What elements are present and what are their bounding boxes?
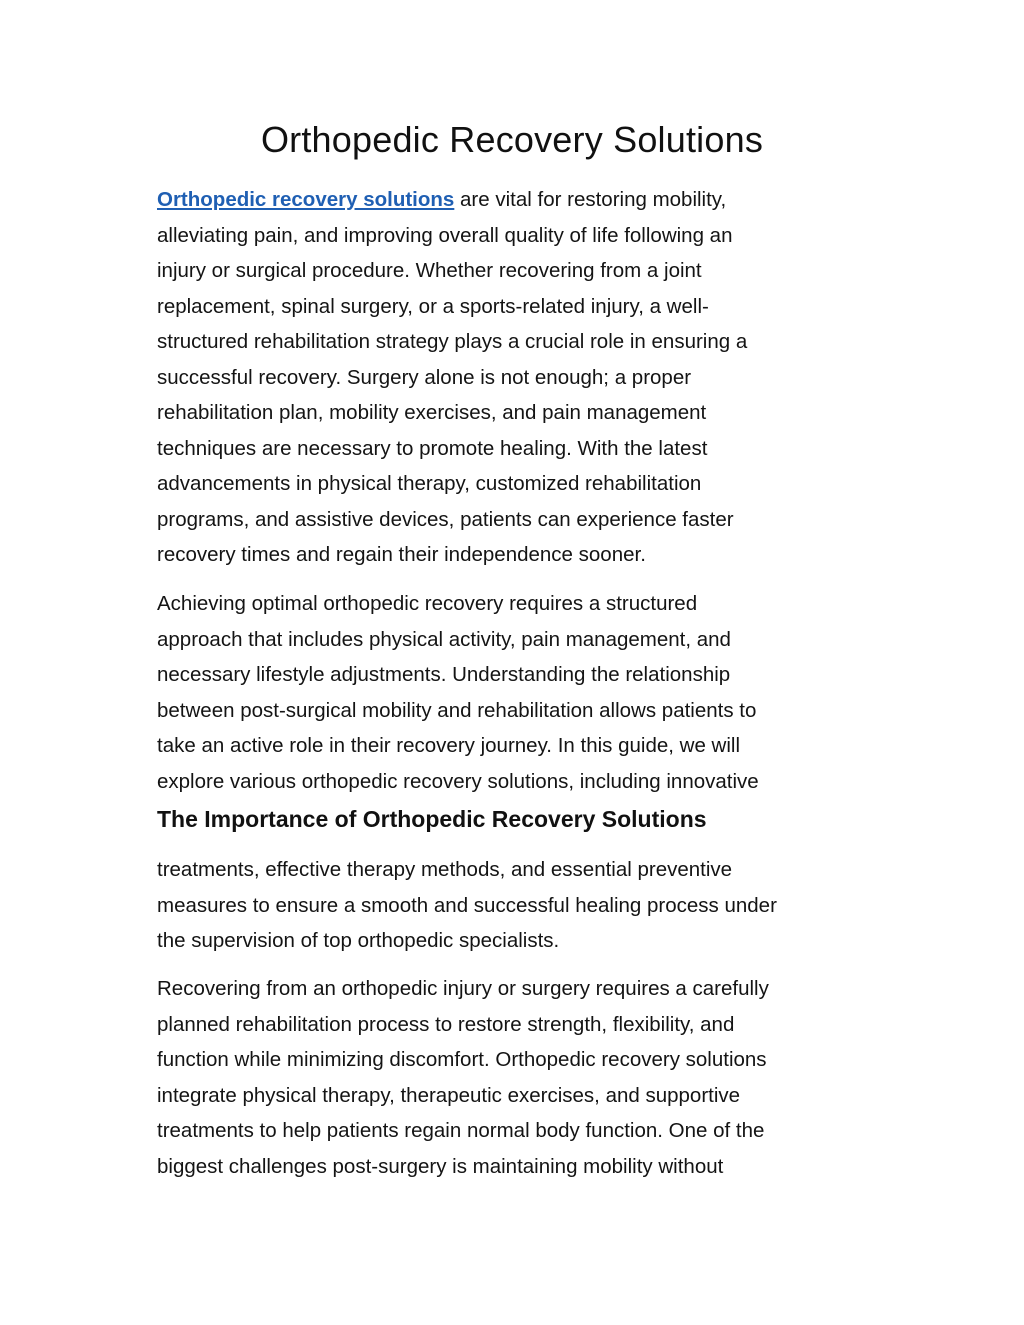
paragraph-line: replacement, spinal surgery, or a sports-related injury, a well- bbox=[157, 294, 709, 318]
paragraph-line: successful recovery. Surgery alone is not enough; a proper bbox=[157, 365, 692, 389]
paragraph-line bbox=[157, 182, 747, 218]
orthopedic-recovery-link[interactable]: Orthopedic recovery solutions bbox=[157, 188, 455, 211]
paragraph-line: treatments to help patients regain normal body function. One of the bbox=[157, 1119, 765, 1142]
paragraph-line: rehabilitation plan, mobility exercises, and pain management bbox=[157, 401, 707, 424]
paragraph-line: advancements in physical therapy, customized rehabilitation bbox=[157, 472, 702, 495]
line-text: are vital for restoring mobility, bbox=[454, 188, 727, 211]
paragraph-line: recovery times and regain their independence sooner. bbox=[157, 543, 646, 566]
approach-paragraph bbox=[157, 586, 759, 799]
paragraph-line: take an active role in their recovery journey. In this guide, we will bbox=[157, 734, 741, 757]
page-title: Orthopedic Recovery Solutions bbox=[260, 119, 764, 160]
paragraph-line: alleviating pain, and improving overall quality of life following an bbox=[157, 223, 733, 247]
paragraph-line: measures to ensure a smooth and successful healing process under bbox=[157, 893, 777, 917]
paragraph-line: treatments, effective therapy methods, and essential preventive bbox=[157, 858, 733, 881]
paragraph-line: programs, and assistive devices, patients can experience faster bbox=[157, 507, 734, 531]
section-heading: The Importance of Orthopedic Recovery Solutions bbox=[157, 806, 707, 832]
paragraph-line: approach that includes physical activity, pain management, and bbox=[157, 627, 731, 651]
paragraph-line: between post-surgical mobility and rehabilitation allows patients to bbox=[157, 698, 757, 722]
paragraph-line: integrate physical therapy, therapeutic exercises, and supportive bbox=[157, 1083, 741, 1107]
paragraph-line: biggest challenges post-surgery is maintaining mobility without bbox=[157, 1154, 724, 1178]
paragraph-line: structured rehabilitation strategy plays a crucial role in ensuring a bbox=[157, 330, 748, 353]
recovering-paragraph bbox=[157, 971, 769, 1184]
paragraph-line: explore various orthopedic recovery solutions, including innovative bbox=[157, 769, 759, 793]
paragraph-line: the supervision of top orthopedic specialists. bbox=[157, 929, 560, 952]
intro-paragraph bbox=[157, 182, 747, 573]
treatments-paragraph bbox=[157, 852, 777, 959]
paragraph-line: Recovering from an orthopedic injury or surgery requires a carefully bbox=[157, 977, 769, 1000]
paragraph-line: function while minimizing discomfort. Orthopedic recovery solutions bbox=[157, 1048, 767, 1071]
paragraph-line: injury or surgical procedure. Whether recovering from a joint bbox=[157, 259, 702, 282]
paragraph-line: techniques are necessary to promote healing. With the latest bbox=[157, 436, 708, 460]
paragraph-line: Achieving optimal orthopedic recovery requires a structured bbox=[157, 592, 698, 615]
paragraph-line: planned rehabilitation process to restore strength, flexibility, and bbox=[157, 1012, 735, 1036]
paragraph-line: necessary lifestyle adjustments. Understanding the relationship bbox=[157, 663, 731, 686]
